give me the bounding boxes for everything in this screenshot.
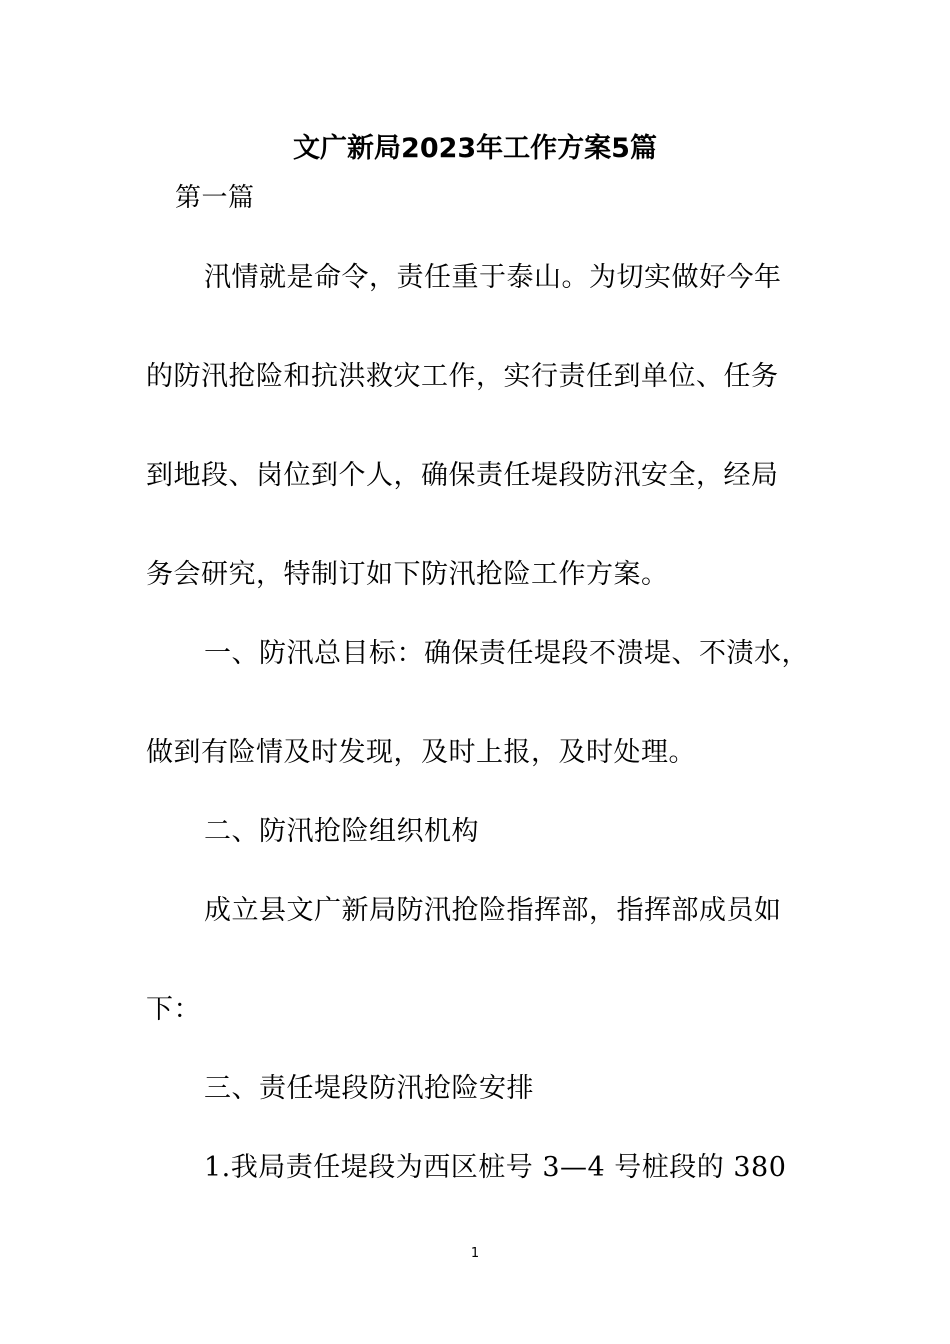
- paragraph-line: 到地段、岗位到个人，确保责任堤段防汛安全，经局: [146, 460, 779, 491]
- paragraph-line: 务会研究，特制订如下防汛抢险工作方案。: [146, 559, 669, 590]
- paragraph-line: 的防汛抢险和抗洪救灾工作，实行责任到单位、任务: [146, 361, 779, 392]
- paragraph-line: 做到有险情及时发现，及时上报，及时处理。: [146, 737, 696, 768]
- page-number: 1: [470, 1246, 480, 1261]
- section-label: 第一篇: [175, 183, 255, 213]
- section-heading: 二、防汛抢险组织机构: [204, 816, 479, 847]
- section-heading: 三、责任堤段防汛抢险安排: [204, 1073, 534, 1104]
- paragraph-line: 下：: [146, 994, 201, 1025]
- paragraph-line: 1.我局责任堤段为西区桩号 3—4 号桩段的 380: [204, 1152, 787, 1183]
- document-title: 文广新局2023年工作方案5篇: [293, 133, 657, 164]
- paragraph-line: 汛情就是命令，责任重于泰山。为切实做好今年: [204, 262, 782, 293]
- paragraph-line: 一、防汛总目标：确保责任堤段不溃堤、不渍水，: [204, 638, 809, 669]
- paragraph-line: 成立县文广新局防汛抢险指挥部，指挥部成员如: [204, 895, 782, 926]
